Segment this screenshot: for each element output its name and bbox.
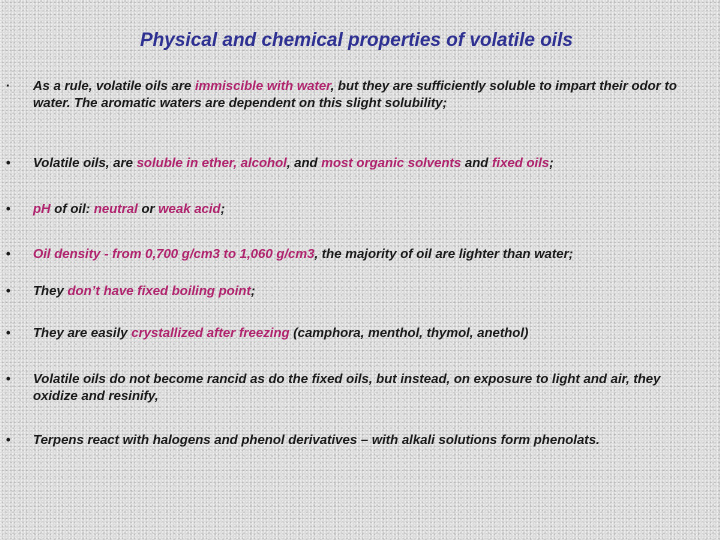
highlight-text: weak acid [158, 201, 221, 216]
bullet-text: They are easily [33, 325, 132, 340]
bullet-item-ph [6, 201, 708, 218]
bullet-text: Volatile oils do not become rancid as do the fixed oils, but instead, on exposure to light and air, they oxidize and resinify, [33, 371, 661, 403]
bullet-text: , and [286, 155, 322, 170]
bullet-text: , the majority of oil are lighter than water; [314, 246, 574, 261]
highlight-text: pH [33, 201, 51, 216]
bullet-icon: • [6, 432, 11, 447]
bullet-text: ; [220, 201, 226, 216]
bullet-item-solubility-solvents [6, 155, 708, 172]
highlight-text: soluble in ether, alcohol [136, 155, 287, 170]
bullet-item-boiling-point [6, 283, 708, 300]
bullet-text: or [137, 201, 159, 216]
bullet-item-density [6, 246, 708, 263]
slide-title: Physical and chemical properties of volatile oils [140, 30, 573, 51]
bullet-text: They [33, 283, 68, 298]
bullet-text: As a rule, volatile oils are [33, 78, 195, 93]
bullet-text: of oil: [50, 201, 94, 216]
bullet-icon: • [6, 325, 11, 340]
bullet-item-terpens [6, 432, 708, 449]
highlight-text: most organic solvents [321, 155, 462, 170]
highlight-text: neutral [93, 201, 138, 216]
highlight-text: don’t have fixed boiling point [67, 283, 251, 298]
bullet-item-crystallization [6, 325, 708, 342]
highlight-text: crystallized after freezing [131, 325, 290, 340]
bullet-text: Volatile oils, are [33, 155, 137, 170]
bullet-item-oxidation [6, 371, 708, 404]
bullet-text: ; [549, 155, 554, 170]
highlight-text: fixed oils [492, 155, 550, 170]
highlight-text: Oil density - from 0,700 g/cm3 to 1,060 g/cm3 [33, 246, 315, 261]
bullet-icon: • [6, 246, 11, 261]
bullet-text: Terpens react with halogens and phenol derivatives – with alkali solutions form phenolats. [33, 432, 600, 447]
bullet-icon: • [6, 155, 11, 170]
bullet-text: and [461, 155, 493, 170]
bullet-text: ; [250, 283, 256, 298]
bullet-text: (camphora, menthol, thymol, anethol) [289, 325, 529, 340]
bullet-icon: • [6, 283, 11, 298]
bullet-dot-icon: · [6, 78, 11, 93]
bullet-text: , but they are sufficiently soluble to impart their odor to water. The aromatic waters are dependent on this slight solubility; [33, 78, 677, 110]
bullet-item-solubility-water [6, 78, 708, 111]
bullet-icon: • [6, 371, 11, 386]
bullet-icon: • [6, 201, 11, 216]
highlight-text: immiscible with water [195, 78, 331, 93]
